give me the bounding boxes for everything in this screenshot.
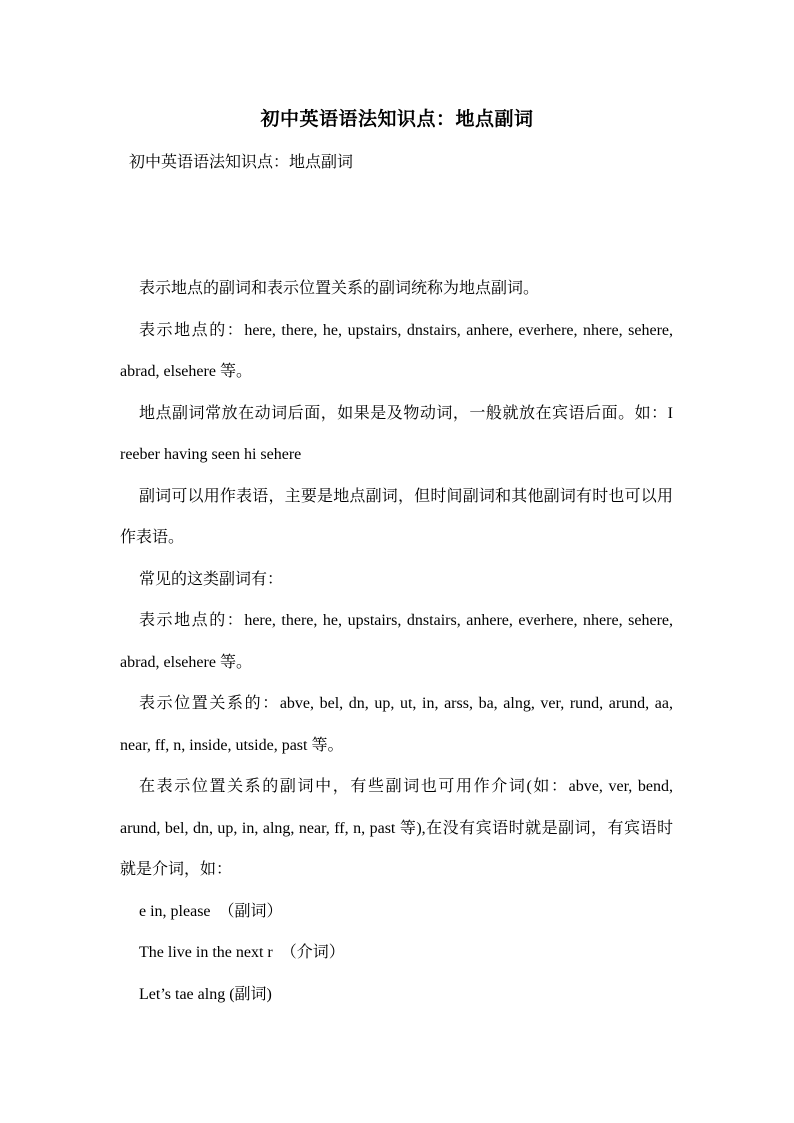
paragraph-intro: 表示地点的副词和表示位置关系的副词统称为地点副词。 (139, 280, 540, 297)
paragraph-predicative: 副词可以用作表语，主要是地点副词，但时间副词和其他副词有时也可以用作表语。 (120, 487, 673, 546)
paragraph-place-adverbs-list: 表示地点的：here, there, he, upstairs, dnstairs, anhere, everhere, nhere, sehere, abrad, elsehere 等。 (120, 612, 673, 671)
document-subtitle: 初中英语语法知识点：地点副词 (129, 154, 354, 171)
paragraph-position-rule: 地点副词常放在动词后面，如果是及物动词，一般就放在宾语后面。如：I reeber having seen hi sehere (120, 404, 673, 463)
paragraph-place-adverbs: 表示地点的：here, there, he, upstairs, dnstairs, anhere, everhere, nhere, sehere, abrad, elsehere 等。 (120, 321, 673, 380)
example-line-1: e in, please （副词） (139, 902, 283, 920)
paragraph-adverb-preposition: 在表示位置关系的副词中，有些副词也可用作介词(如：abve, ver, bend, arund, bel, dn, up, in, alng, near, ff, n, past 等),在没有宾语时就是副词，有宾语时就是介词，如： (120, 778, 673, 878)
example-line-2: The live in the next r （介词） (139, 944, 345, 961)
document-title: 初中英语语法知识点：地点副词 (260, 109, 534, 130)
paragraph-position-adverbs-list: 表示位置关系的：abve, bel, dn, up, ut, in, arss, ba, alng, ver, rund, arund, aa, near, ff, n, inside, utside, past 等。 (120, 695, 673, 754)
example-line-3: Let’s tae alng (副词) (139, 985, 272, 1003)
paragraph-common-list-heading: 常见的这类副词有： (139, 570, 284, 588)
document-body (120, 268, 673, 1015)
